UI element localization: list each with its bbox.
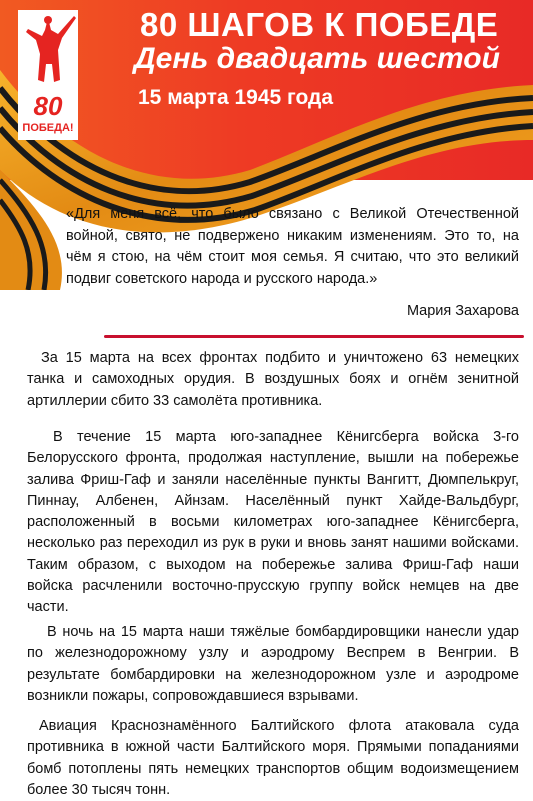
quote-text: «Для меня всё, что было связано с Великой Отечественной войной, свято, не подвержено никаким изменениям. Это то, на чём я стою, на чём стоит моя семья. Я считаю, что это великий подвиг советского народа и русского народа.» [66, 206, 519, 287]
red-divider [104, 335, 524, 338]
page-date: 15 марта 1945 года [138, 86, 334, 109]
logo-number: 80 [33, 91, 63, 121]
paragraph-3: В ночь на 15 марта наши тяжёлые бомбардировщики нанесли удар по железнодорожному узлу и аэродрому Веспрем в Венгрии. В результате бомбардировки на железнодорожном узле и аэродроме возникли пожары, сопровождавшиеся взрывами. [27, 624, 519, 704]
victory-logo [18, 10, 78, 140]
paragraph-2: В течение 15 марта юго-западнее Кёнигсберга войска 3-го Белорусского фронта, продолжая наступление, вышли на побережье залива Фриш-Гаф и заняли населённые пункты Вангитт, Дюмпелькруг, Пиннау, Албенен, Айнзам. Населённый пункт Хайде-Вальдбург, расположенный в восьми километрах юго-западнее Кёнигсберга, несколько раз переходил из рук в руки и вновь занят нашими войсками. Таким образом, с выходом на побережье залива Фриш-Гаф наши войска расчленили восточно-прусскую группу войск немцев на две части. [27, 429, 519, 616]
page-title: 80 ШАГОВ К ПОБЕДЕ [140, 6, 499, 43]
motherland-statue-icon [18, 10, 78, 92]
paragraph-4: Авиация Краснознамённого Балтийского флота атаковала суда противника в южной части Балтийского моря. Прямыми попаданиями бомб потоплены пять немецких транспортов общим водоизмещением более 30 тысяч тонн. [27, 718, 519, 798]
logo-text: ПОБЕДА! [22, 122, 74, 134]
page-subtitle: День двадцать шестой [134, 42, 500, 75]
paragraph-1: За 15 марта на всех фронтах подбито и уничтожено 63 немецких танка и самоходных орудия. В воздушных боях и огнём зенитной артиллерии сбито 33 самолёта противника. [27, 350, 519, 409]
quote-author: Мария Захарова [406, 303, 519, 319]
